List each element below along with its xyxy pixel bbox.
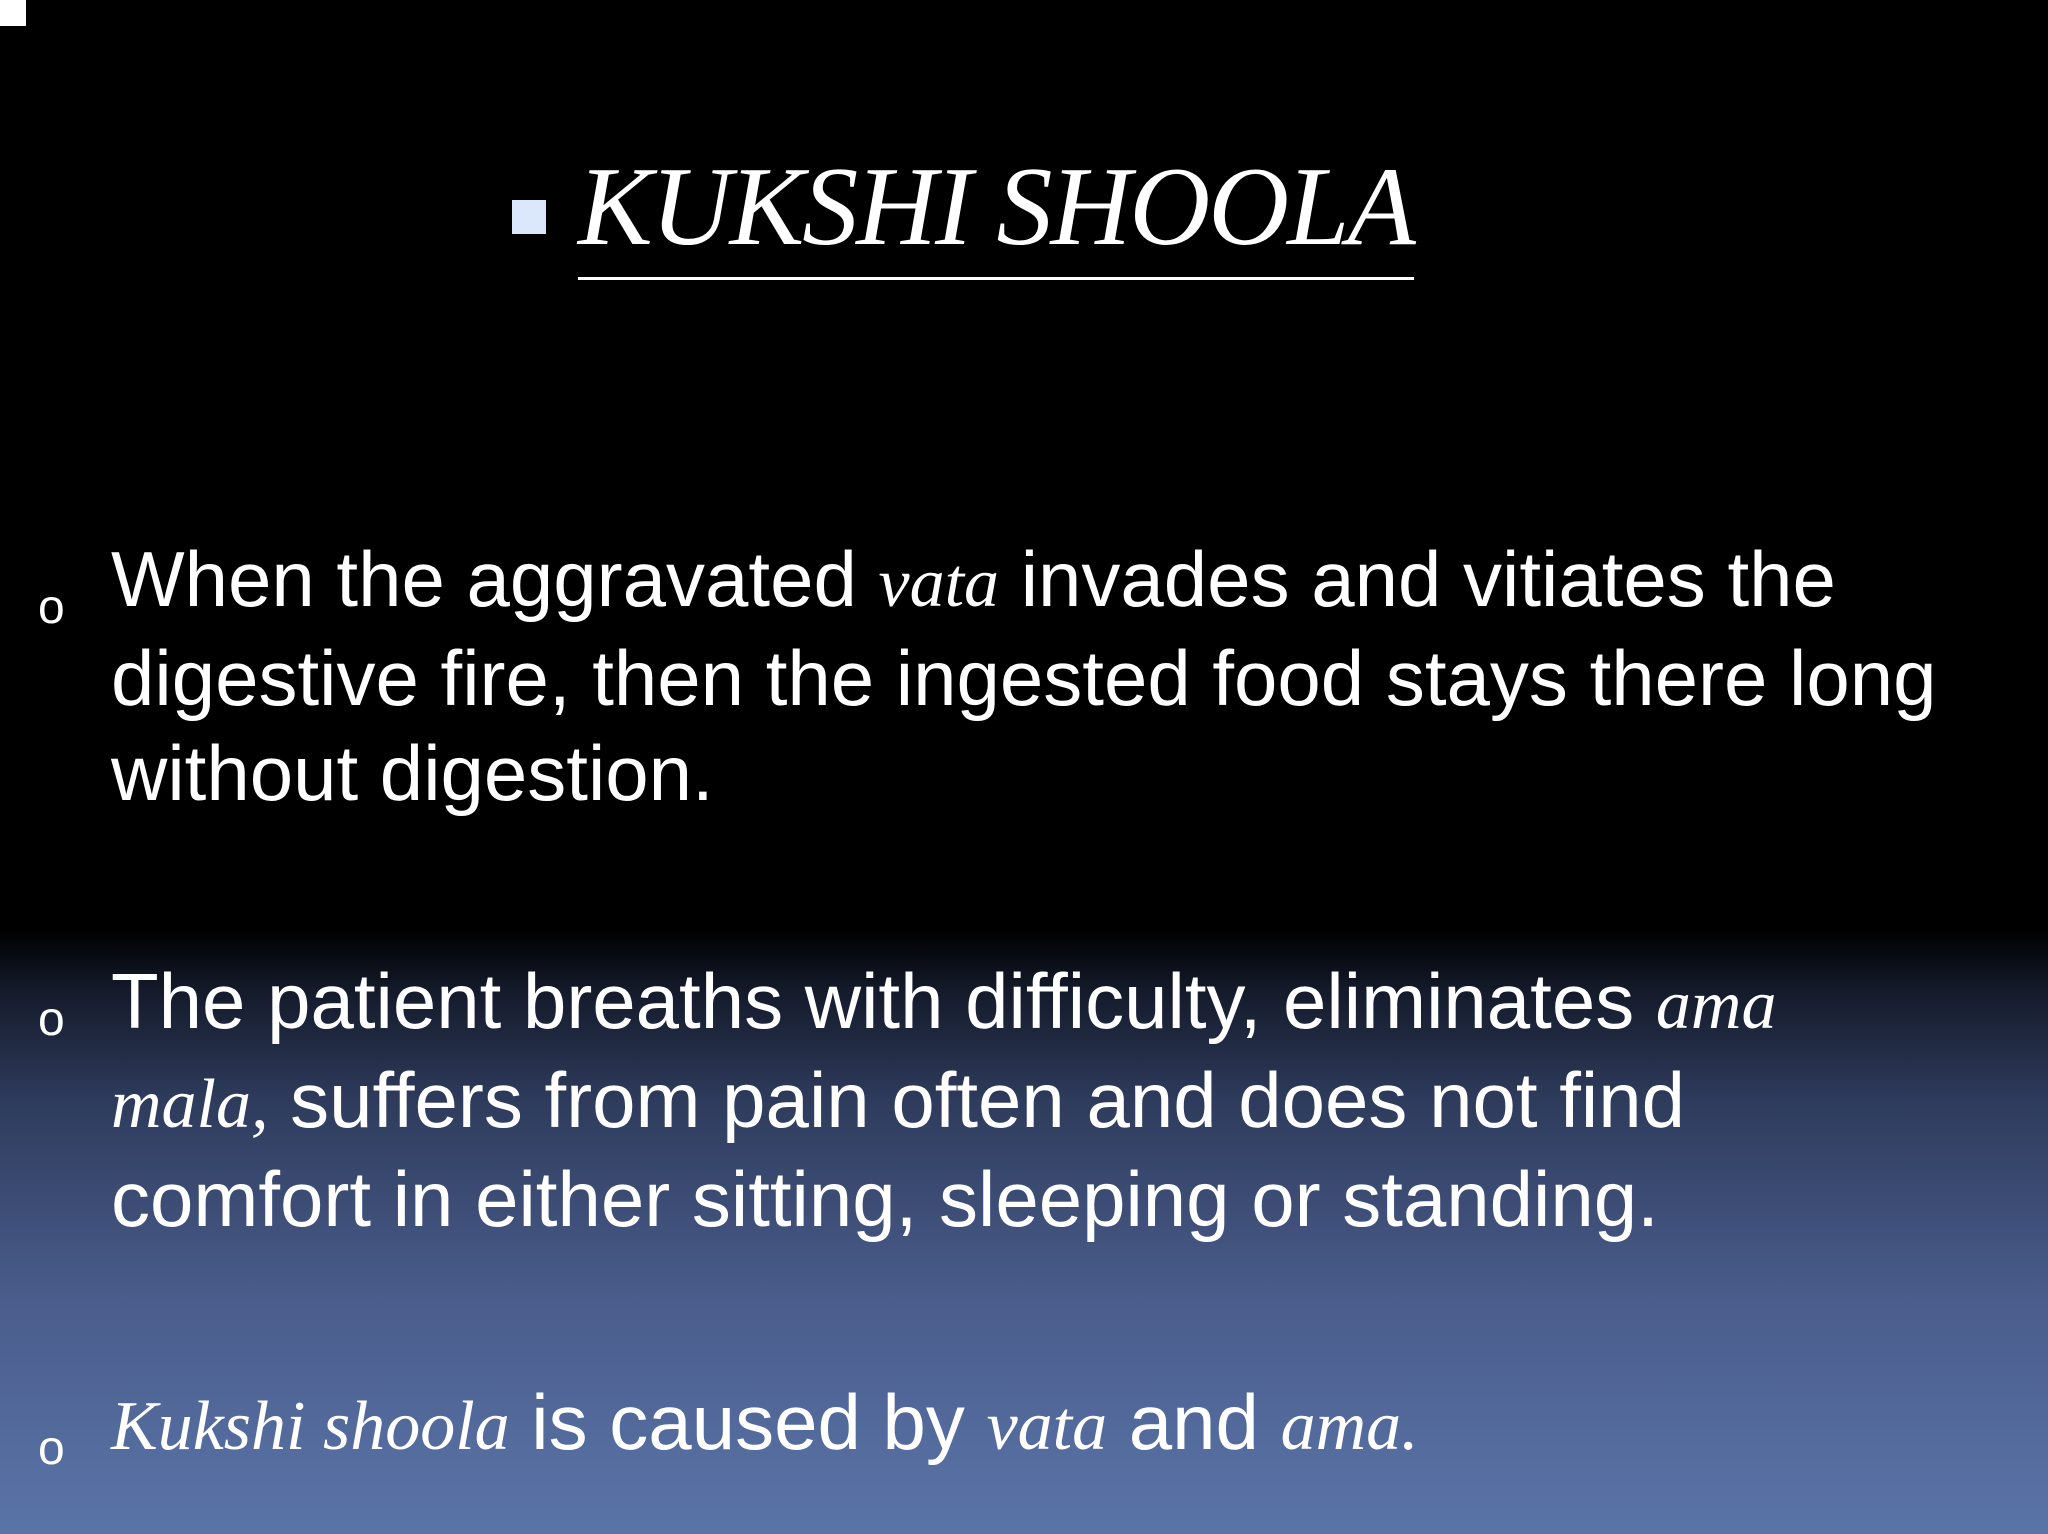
circle-bullet-icon: o [38, 993, 65, 1046]
title-text: KUKSHI SHOOLA [578, 151, 1414, 280]
bullet-text-3 [111, 1375, 2031, 1474]
slide-title [512, 144, 1414, 280]
text-segment: and [1107, 1378, 1281, 1466]
square-bullet-icon [512, 200, 546, 234]
italic-term: ama mala, [111, 967, 1777, 1143]
text-segment: The patient breaths with difficulty, eliminates [111, 957, 1656, 1045]
bullet-text-2 [111, 954, 1881, 1247]
italic-term: Kukshi shoola [111, 1388, 510, 1465]
circle-bullet-icon: o [38, 1422, 65, 1475]
text-segment: When the aggravated [111, 535, 879, 623]
italic-term: vata [986, 1388, 1108, 1465]
text-segment: invades and vitiates the digestive fire, then the ingested food stays there long without digestion. [111, 535, 1937, 817]
italic-term: ama. [1280, 1388, 1419, 1465]
text-segment: suffers from pain often and does not find comfort in either sitting, sleeping or standing. [111, 1056, 1685, 1243]
bullet-text-1 [111, 532, 2011, 821]
italic-term: vata [878, 545, 1000, 622]
corner-mark [0, 0, 26, 26]
circle-bullet-icon: o [38, 581, 65, 634]
text-segment: is caused by [509, 1378, 987, 1466]
